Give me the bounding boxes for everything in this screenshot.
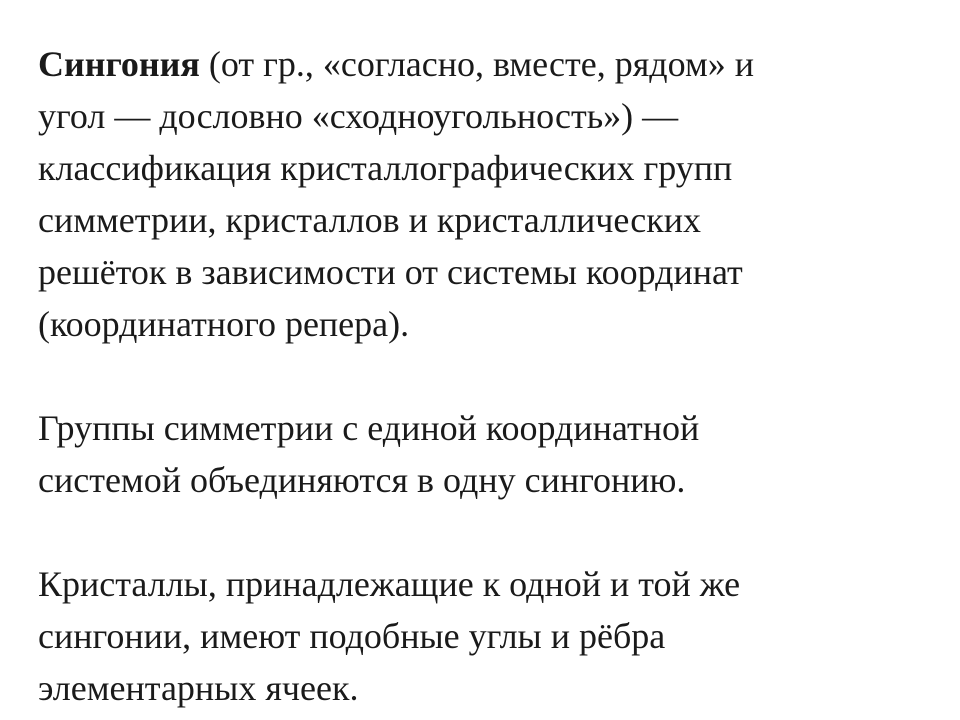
- definition-line-3: классификация кристаллографических групп: [38, 148, 733, 188]
- crystals-paragraph: [38, 558, 928, 714]
- definition-paragraph: [38, 38, 928, 350]
- definition-line-4: симметрии, кристаллов и кристаллических: [38, 200, 701, 240]
- definition-line-2: угол — дословно «сходноугольность») —: [38, 96, 679, 136]
- crystals-line-2: сингонии, имеют подобные углы и рёбра: [38, 616, 666, 656]
- symmetry-groups-line-1: Группы симметрии с единой координатной: [38, 408, 700, 448]
- symmetry-groups-paragraph: [38, 402, 928, 506]
- crystals-line-3: элементарных ячеек.: [38, 668, 359, 708]
- symmetry-groups-line-2: системой объединяются в одну сингонию.: [38, 460, 686, 500]
- definition-line-1-text: (от гр., «согласно, вместе, рядом» и: [199, 44, 754, 84]
- slide-text: [38, 38, 928, 714]
- definition-line-1: [38, 38, 928, 90]
- definition-line-5: решёток в зависимости от системы координат: [38, 252, 743, 292]
- crystals-line-1: Кристаллы, принадлежащие к одной и той же: [38, 564, 741, 604]
- term-singonia: Сингония: [38, 44, 200, 84]
- definition-line-6: (координатного репера).: [38, 304, 410, 344]
